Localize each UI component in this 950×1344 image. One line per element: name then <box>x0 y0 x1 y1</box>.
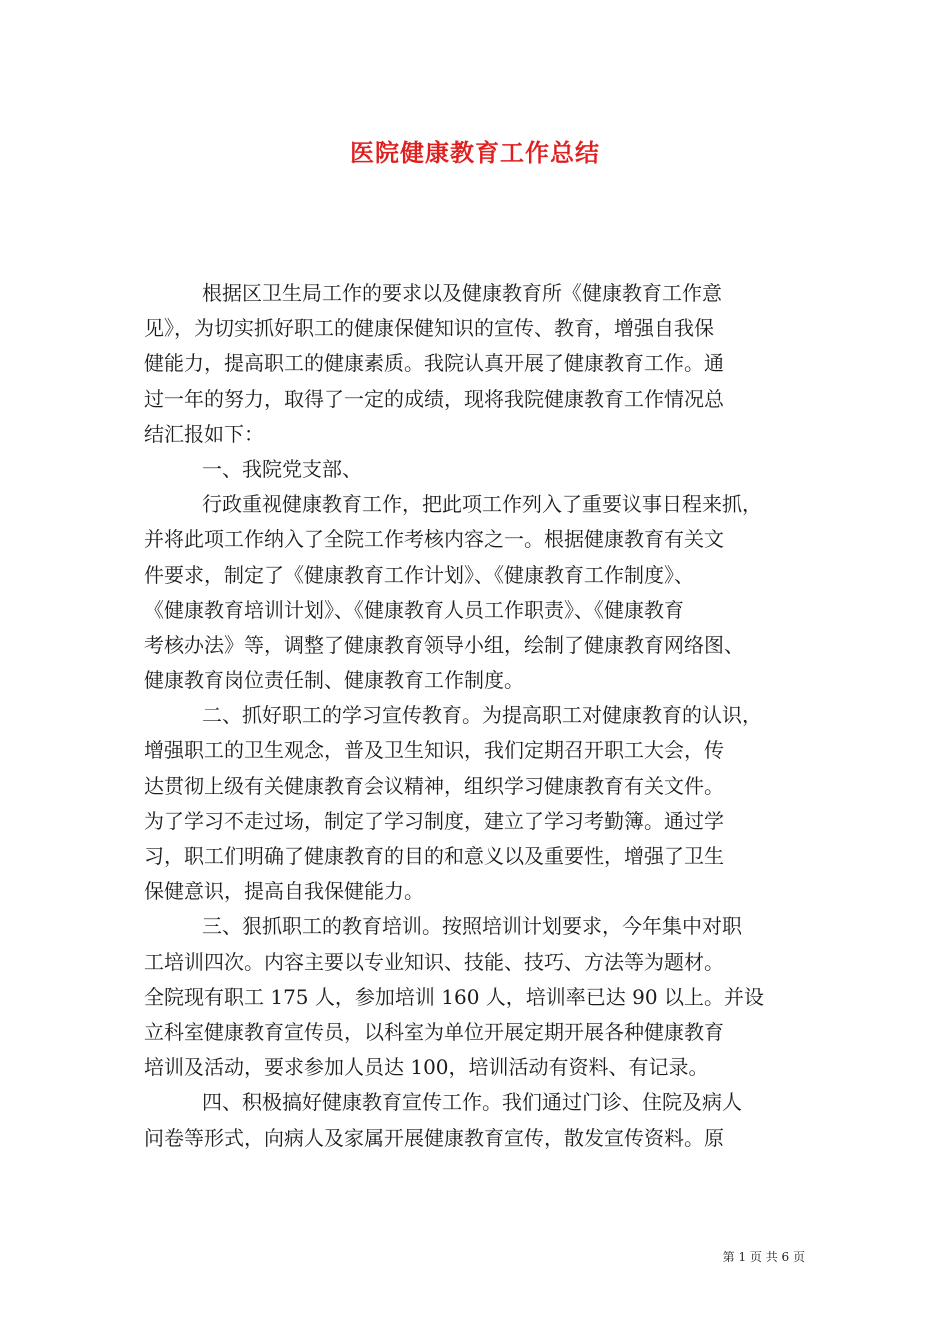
body-line: 见》，为切实抓好职工的健康保健知识的宣传、教育，增强自我保 <box>144 316 714 341</box>
body-line: 行政重视健康教育工作，把此项工作列入了重要议事日程来抓， <box>202 492 762 517</box>
body-line: 培训及活动，要求参加人员达 100，培训活动有资料、有记录。 <box>144 1055 709 1080</box>
body-line: 结汇报如下： <box>144 421 264 446</box>
section-heading: 一、我院党支部、 <box>202 456 362 481</box>
body-line: 并将此项工作纳入了全院工作考核内容之一。根据健康教育有关文 <box>144 527 724 552</box>
document-body <box>144 276 816 1156</box>
body-line: 问卷等形式，向病人及家属开展健康教育宣传，散发宣传资料。原 <box>144 1125 724 1150</box>
body-line: 考核办法》等，调整了健康教育领导小组，绘制了健康教育网络图、 <box>144 632 744 657</box>
body-line: 保健意识，提高自我保健能力。 <box>144 879 424 904</box>
body-line: 达贯彻上级有关健康教育会议精神，组织学习健康教育有关文件。 <box>144 773 724 798</box>
body-line: 过一年的努力，取得了一定的成绩，现将我院健康教育工作情况总 <box>144 386 724 411</box>
body-line: 《健康教育培训计划》、《健康教育人员工作职责》、《健康教育 <box>144 597 684 622</box>
body-line: 为了学习不走过场，制定了学习制度，建立了学习考勤簿。通过学 <box>144 808 724 833</box>
body-line: 根据区卫生局工作的要求以及健康教育所《健康教育工作意 <box>202 281 722 305</box>
body-line: 三、狠抓职工的教育培训。按照培训计划要求，今年集中对职 <box>202 914 742 939</box>
body-line: 健康教育岗位责任制、健康教育工作制度。 <box>144 668 524 693</box>
page-number: 第 1 页 共 6 页 <box>722 1250 805 1264</box>
body-line: 习，职工们明确了健康教育的目的和意义以及重要性，增强了卫生 <box>144 844 724 868</box>
body-line: 四、积极搞好健康教育宣传工作。我们通过门诊、住院及病人 <box>202 1090 742 1115</box>
body-line: 二、抓好职工的学习宣传教育。为提高职工对健康教育的认识， <box>202 703 762 728</box>
document-title: 医院健康教育工作总结 <box>350 138 600 167</box>
body-line: 健能力，提高职工的健康素质。我院认真开展了健康教育工作。通 <box>144 351 724 376</box>
body-line: 立科室健康教育宣传员，以科室为单位开展定期开展各种健康教育 <box>144 1019 724 1044</box>
body-line: 全院现有职工 175 人，参加培训 160 人，培训率已达 90 以上。并设 <box>144 984 764 1009</box>
body-line: 件要求，制定了《健康教育工作计划》、《健康教育工作制度》、 <box>144 562 694 587</box>
body-line: 工培训四次。内容主要以专业知识、技能、技巧、方法等为题材。 <box>144 949 724 974</box>
body-line: 增强职工的卫生观念，普及卫生知识，我们定期召开职工大会，传 <box>144 738 724 763</box>
